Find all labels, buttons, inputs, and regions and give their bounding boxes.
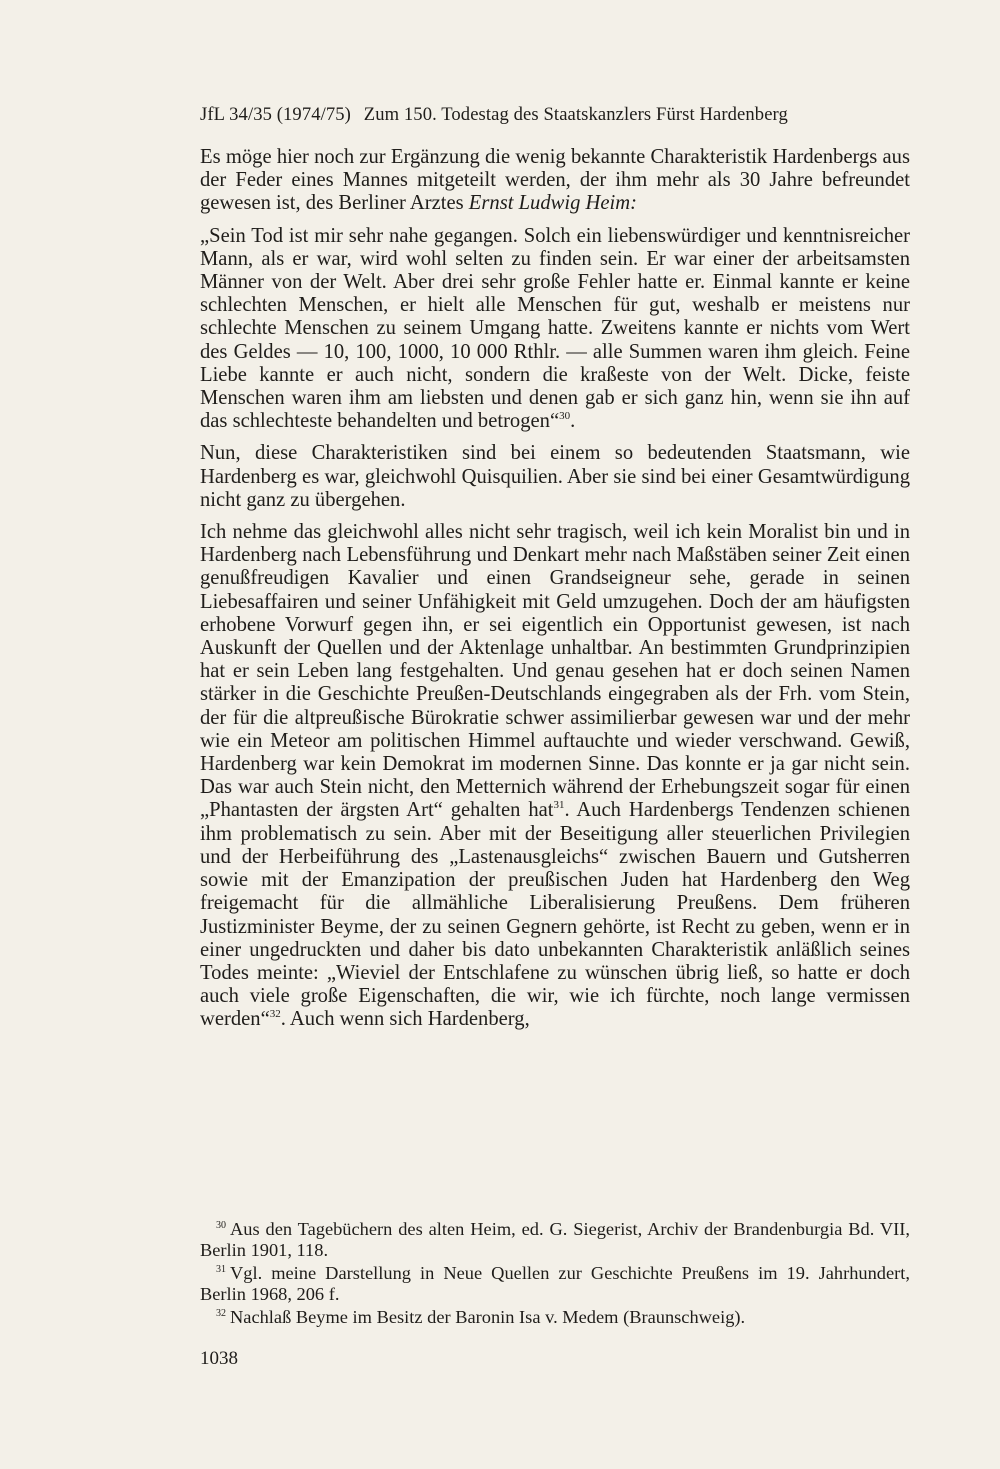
paragraph-intro (200, 146, 910, 216)
paragraph-assessment: Nun, diese Charakteristiken sind bei einem so bedeutenden Staatsmann, wie Hardenberg es war, gleichwohl Quisquilien. Aber sie sind bei einer Gesamtwürdigung nicht ganz zu übergehen. (200, 442, 910, 511)
paragraph-quote (200, 225, 910, 434)
footnote-ref-30[interactable]: 30 (559, 410, 571, 423)
quote-end: . (570, 410, 576, 433)
paragraph-intro-text: Es möge hier noch zur Ergänzung die wenig bekannte Charakteristik Hardenbergs aus der Feder eines Mannes mitgeteilt werden, der ihm mehr als 30 Jahre befreundet gewesen ist, des Berliner Arztes (200, 146, 910, 215)
footnote-text: Vgl. meine Darstellung in Neue Quellen zur Geschichte Preußens im 19. Jahrhundert, Berlin 1968, 206 f. (200, 1262, 910, 1305)
footnote (200, 1219, 910, 1262)
article-title: Zum 150. Todestag des Staatskanzlers Fürst Hardenberg (363, 104, 788, 125)
person-name: Ernst Ludwig Heim: (468, 192, 637, 215)
footnote-ref-32[interactable]: 32 (269, 1008, 281, 1021)
footnote-text: Nachlaß Beyme im Besitz der Baronin Isa v. Medem (Braunschweig). (230, 1306, 746, 1327)
footnote-mark: 31 (216, 1263, 226, 1275)
paragraph-argument-part-c: . Auch wenn sich Hardenberg, (280, 1008, 530, 1031)
body-text (200, 146, 910, 1041)
footnote-text: Aus den Tagebüchern des alten Heim, ed. G. Siegerist, Archiv der Brandenburgia Bd. VII, Berlin 1901, 118. (200, 1219, 910, 1261)
footnote (200, 1307, 910, 1328)
quote-text: „Sein Tod ist mir sehr nahe gegangen. Solch ein liebenswürdiger und kenntnisreicher Mann, als er war, wird wohl selten zu finden sein. Er war einer der arbeitsamsten Männer von der Welt. Aber drei sehr große Fehler hatte er. Einmal kannte er keine schlechten Menschen, er hielt alle Menschen für gut, weshalb er meistens nur schlechte Menschen zu seinem Umgang hatte. Zweitens kannte er nichts vom Wert des Geldes — 10, 100, 1000, 10 000 Rthlr. — alle Summen waren ihm gleich. Feine Liebe kannte er auch nicht, sondern die kraßeste von der Welt. Dicke, feiste Menschen waren ihm am liebsten und denen gab er sich ganz hin, wenn sie ihn auf das schlechteste behandelten und betrogen“ (200, 224, 910, 433)
footnote-mark: 30 (216, 1219, 226, 1231)
footnotes (200, 1219, 910, 1329)
running-header (200, 102, 915, 128)
paragraph-argument (200, 521, 910, 1031)
footnote-mark: 32 (216, 1307, 226, 1319)
paragraph-argument-part-a: Ich nehme das gleichwohl alles nicht sehr tragisch, weil ich kein Moralist bin und in Hardenberg nach Lebensführung und Denkart mehr nach Maßstäben seiner Zeit einen genußfreudigen Kavalier und einen Grandseigneur sehe, gerade in seinen Liebesaffairen und seiner Unfähigkeit mit Geld umzugehen. Doch der am häufigsten erhobene Vorwurf gegen ihn, er sei eigentlich ein Opportunist gewesen, ist nach Auskunft der Quellen und der Aktenlage unhaltbar. An bestimmten Grundprinzipien hat er sein Leben lang festgehalten. Und genau gesehen hat er doch seinen Namen stärker in die Geschichte Preußen-Deutschlands eingegraben als der Frh. vom Stein, der für die altpreußische Bürokratie schwer assimilierbar gewesen war und der mehr wie ein Meteor am politischen Himmel auftauchte und wieder verschwand. Gewiß, Hardenberg war kein Demokrat im modernen Sinne. Das konnte er ja gar nicht sein. Das war auch Stein nicht, den Metternich während der Erhebungszeit sogar für einen „Phantasten der ärgsten Art“ gehalten hat (200, 521, 910, 822)
paragraph-argument-part-b: . Auch Hardenbergs Tendenzen schienen ihm problematisch zu sein. Aber mit der Beseitigung aller steuerlichen Privilegien und der Herbeiführung des „Lastenausgleichs“ zwischen Bauern und Gutsherren sowie mit der Emanzipation der preußischen Juden hat Hardenberg den Weg freigemacht für die allmähliche Liberalisierung Preußens. Dem früheren Justizminister Beyme, der zu seinen Gegnern gehörte, ist Recht zu geben, wenn er in einer ungedruckten und daher bis dato unbekannten Charakteristik anläßlich seines Todes meinte: „Wieviel der Entschlafene zu wünschen übrig ließ, so hatte er doch auch viele große Eigenschaften, die wir, wie ich fürchte, noch lange vermissen werden“ (200, 799, 910, 1031)
page-number: 1038 (200, 1348, 238, 1369)
journal-citation: JfL 34/35 (1974/75) (200, 104, 351, 125)
footnote-ref-31[interactable]: 31 (553, 799, 565, 812)
footnote (200, 1263, 910, 1306)
